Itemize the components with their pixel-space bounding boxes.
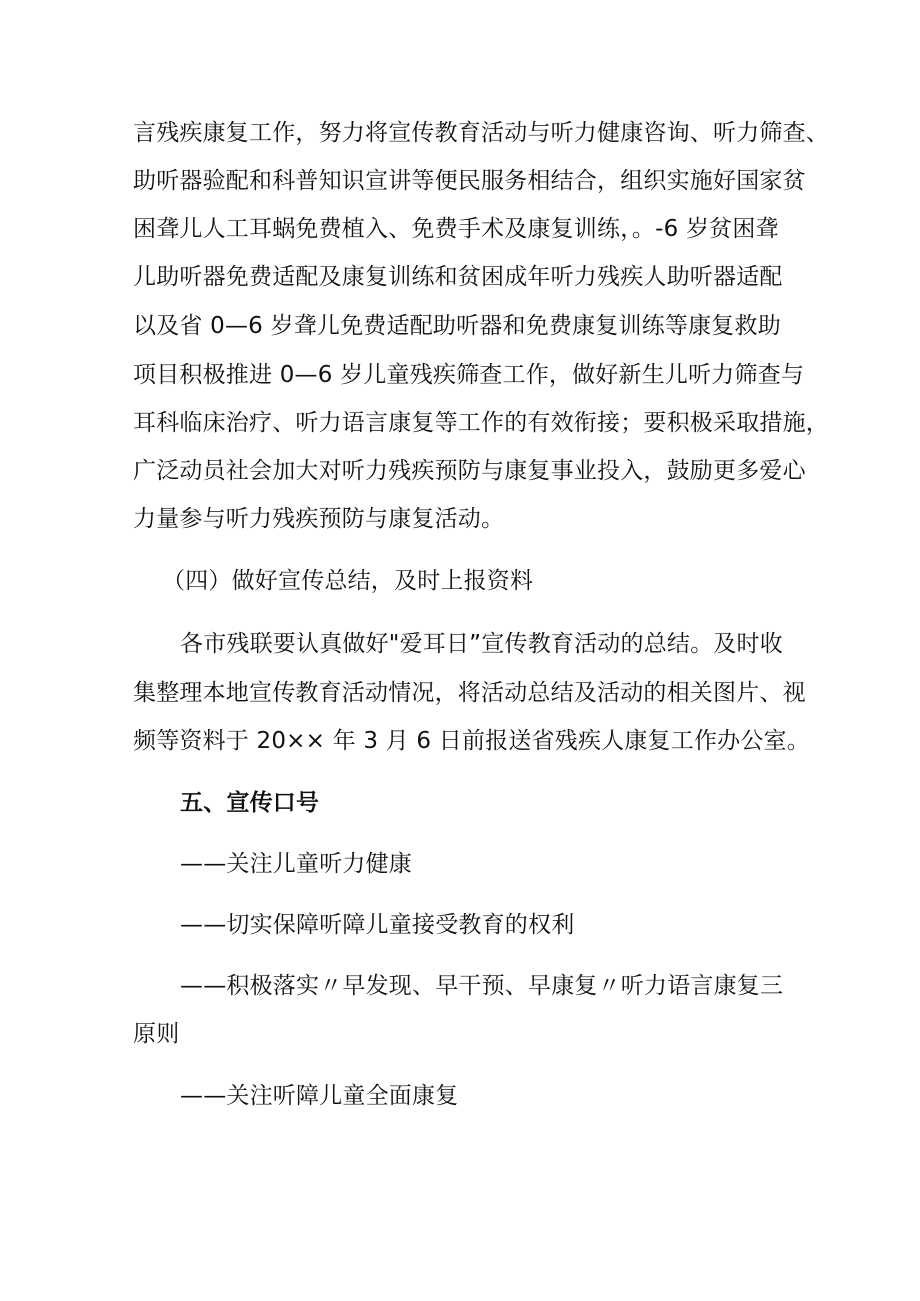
paragraph-line: 助听器验配和科普知识宣讲等便民服务相结合，组织实施好国家贫 <box>133 168 806 194</box>
paragraph-line: 频等资料于 20×× 年 3 月 6 日前报送省残疾人康复工作办公室。 <box>133 728 810 754</box>
paragraph-line: 项目积极推进 0—6 岁儿童残疾筛查工作，做好新生儿听力筛查与 <box>133 362 805 388</box>
slogan-item: ——关注儿童听力健康 <box>180 851 412 877</box>
slogan-item: ——切实保障听障儿童接受教育的权利 <box>180 912 575 938</box>
slogan-item: ——积极落实〃早发现、早干预、早康复〃听力语言康复三 <box>180 973 784 999</box>
paragraph-line: 以及省 0—6 岁聋儿免费适配助听器和免费康复训练等康复救助 <box>133 313 781 339</box>
paragraph-line: 儿助听器免费适配及康复训练和贫困成年听力残疾人助听器适配 <box>133 264 783 290</box>
paragraph-line: 各市残联要认真做好"爱耳日”宣传教育活动的总结。及时收 <box>180 631 783 657</box>
section-heading-summary: （四）做好宣传总结，及时上报资料 <box>162 568 534 594</box>
paragraph-line: 困聋儿人工耳蜗免费植入、免费手术及康复训练，。-6 岁贫困聋 <box>133 216 779 242</box>
paragraph-line: 耳科临床治疗、听力语言康复等工作的有效衔接；要积极采取措施， <box>133 410 829 436</box>
section-heading-slogans: 五、宣传口号 <box>180 790 320 816</box>
paragraph-line: 言残疾康复工作，努力将宣传教育活动与听力健康咨询、听力筛查、 <box>133 120 829 146</box>
paragraph-line: 力量参与听力残疾预防与康复活动。 <box>133 506 505 532</box>
slogan-item-continuation: 原则 <box>133 1021 180 1047</box>
paragraph-line: 集整理本地宣传教育活动情况，将活动总结及活动的相关图片、视 <box>133 680 806 706</box>
paragraph-line: 广泛动员社会加大对听力残疾预防与康复事业投入，鼓励更多爱心 <box>133 458 806 484</box>
slogan-item: ——关注听障儿童全面康复 <box>180 1083 459 1109</box>
